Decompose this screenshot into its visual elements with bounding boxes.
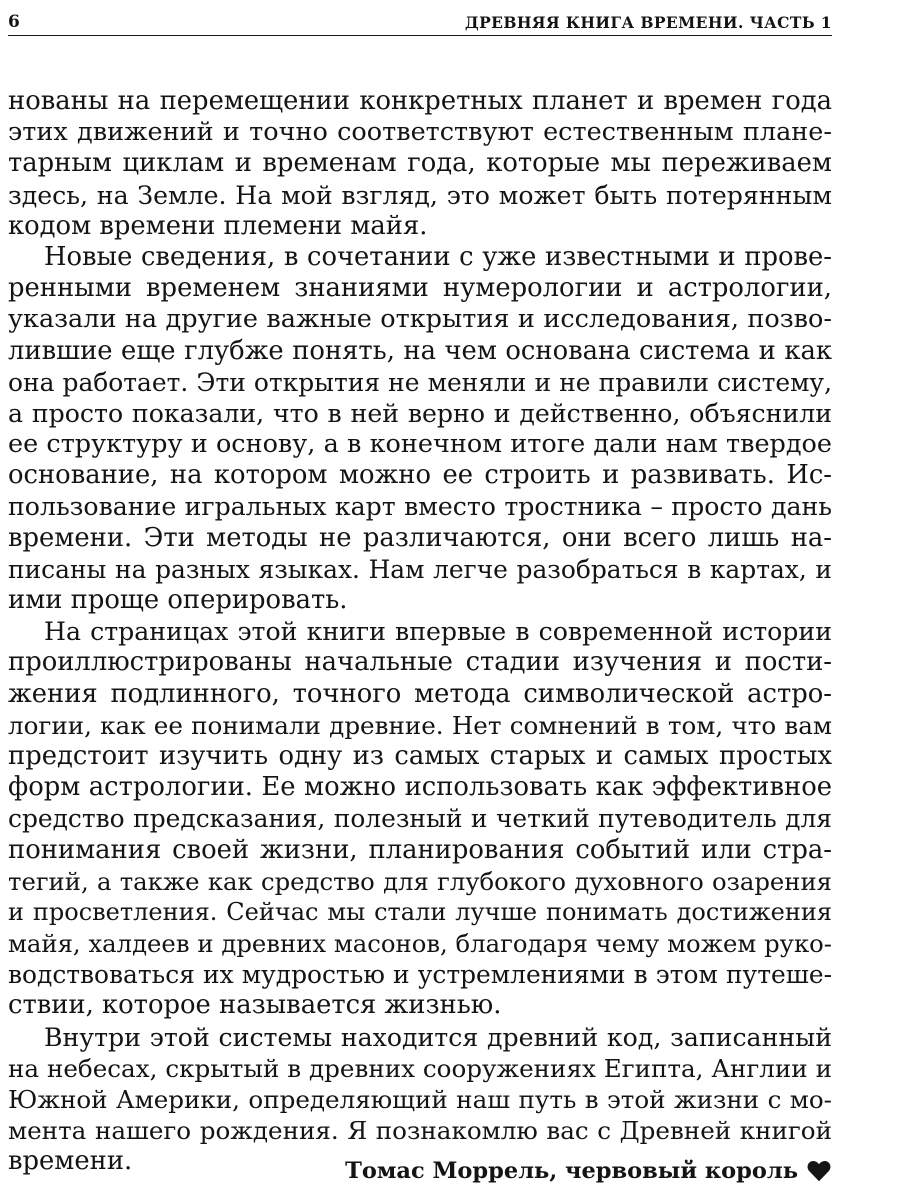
text-line: На страницах этой книги впервые в современной истории <box>44 617 832 647</box>
text-line: предстоит изучить одну из самых старых и самых простых <box>8 740 832 771</box>
text-line: времени. <box>8 1146 133 1177</box>
text-line: водствоваться их мудростью и устремлениями в этом путеше- <box>8 960 832 990</box>
signature <box>345 1158 832 1184</box>
text-line: проиллюстрированы начальные стадии изучения и пости- <box>8 647 832 678</box>
text-line: ствии, которое называется жизнью. <box>8 990 502 1021</box>
text-line: ее структуру и основу, а в конечном итоге дали нам твердое <box>8 429 832 460</box>
text-line: писаны на разных языках. Нам легче разобраться в картах, и <box>8 554 832 584</box>
body-text <box>8 86 832 1178</box>
text-line: Новые сведения, в сочетании с уже известными и прове- <box>44 241 832 272</box>
text-line: основание, на котором можно ее строить и развивать. Ис- <box>8 460 832 491</box>
text-line: она работает. Эти открытия не меняли и не правили систему, <box>8 367 832 397</box>
text-line: Южной Америки, определяющий наш путь в этой жизни с мо- <box>8 1085 832 1114</box>
text-line: тегий, а также как средство для глубокого духовного озарения <box>8 866 832 896</box>
text-line: а просто показали, что в ней верно и действенно, объяснили <box>8 398 832 428</box>
text-line: указали на другие важные открытия и исследования, позво- <box>8 304 832 335</box>
text-line: майя, халдеев и древних масонов, благодаря чему можем руко- <box>8 929 832 959</box>
text-line: тарным циклам и временам года, которые мы переживаем <box>8 148 832 179</box>
text-line: пользование игральных карт вместо тростника – просто дань <box>8 492 832 522</box>
text-line: ренными временем знаниями нумерологии и астрологии, <box>8 273 832 304</box>
text-line: мента нашего рождения. Я познакомлю вас с Древней книгой <box>8 1116 832 1146</box>
text-line: ими проще оперировать. <box>8 585 348 615</box>
heart-icon <box>806 1158 832 1184</box>
book-title: ДРЕВНЯЯ КНИГА ВРЕМЕНИ. ЧАСТЬ 1 <box>464 13 832 32</box>
text-line: этих движений и точно соответствуют естественным плане- <box>8 117 832 148</box>
text-line: на небесах, скрытый в древних сооружениях Египта, Англии и <box>8 1053 832 1083</box>
book-page <box>8 0 832 1200</box>
page-number: 6 <box>8 12 21 32</box>
text-line: нованы на перемещении конкретных планет и времен года <box>8 86 832 116</box>
text-line: понимания своей жизни, планирования событий или стра- <box>8 834 832 865</box>
text-line: и просветления. Сейчас мы стали лучше понимать достижения <box>8 897 832 926</box>
signature-text: Томас Моррель, червовый король <box>345 1158 798 1184</box>
text-line: логии, как ее понимали древние. Нет сомнений в том, что вам <box>8 710 832 740</box>
text-line: Внутри этой системы находится древний код, записанный <box>44 1022 832 1052</box>
text-line: времени. Эти методы не различаются, они всего лишь на- <box>8 522 832 553</box>
text-line: здесь, на Земле. На мой взгляд, это может быть потерянным <box>8 180 832 210</box>
text-line: средство предсказания, полезный и четкий путеводитель для <box>8 804 832 834</box>
text-line: лившие еще глубже понять, на чем основана система и как <box>8 335 832 366</box>
text-line: форм астрологии. Ее можно использовать как эффективное <box>8 772 832 803</box>
running-head <box>8 6 832 36</box>
text-line: кодом времени племени майя. <box>8 210 428 241</box>
text-line: жения подлинного, точного метода символической астро- <box>8 678 832 709</box>
